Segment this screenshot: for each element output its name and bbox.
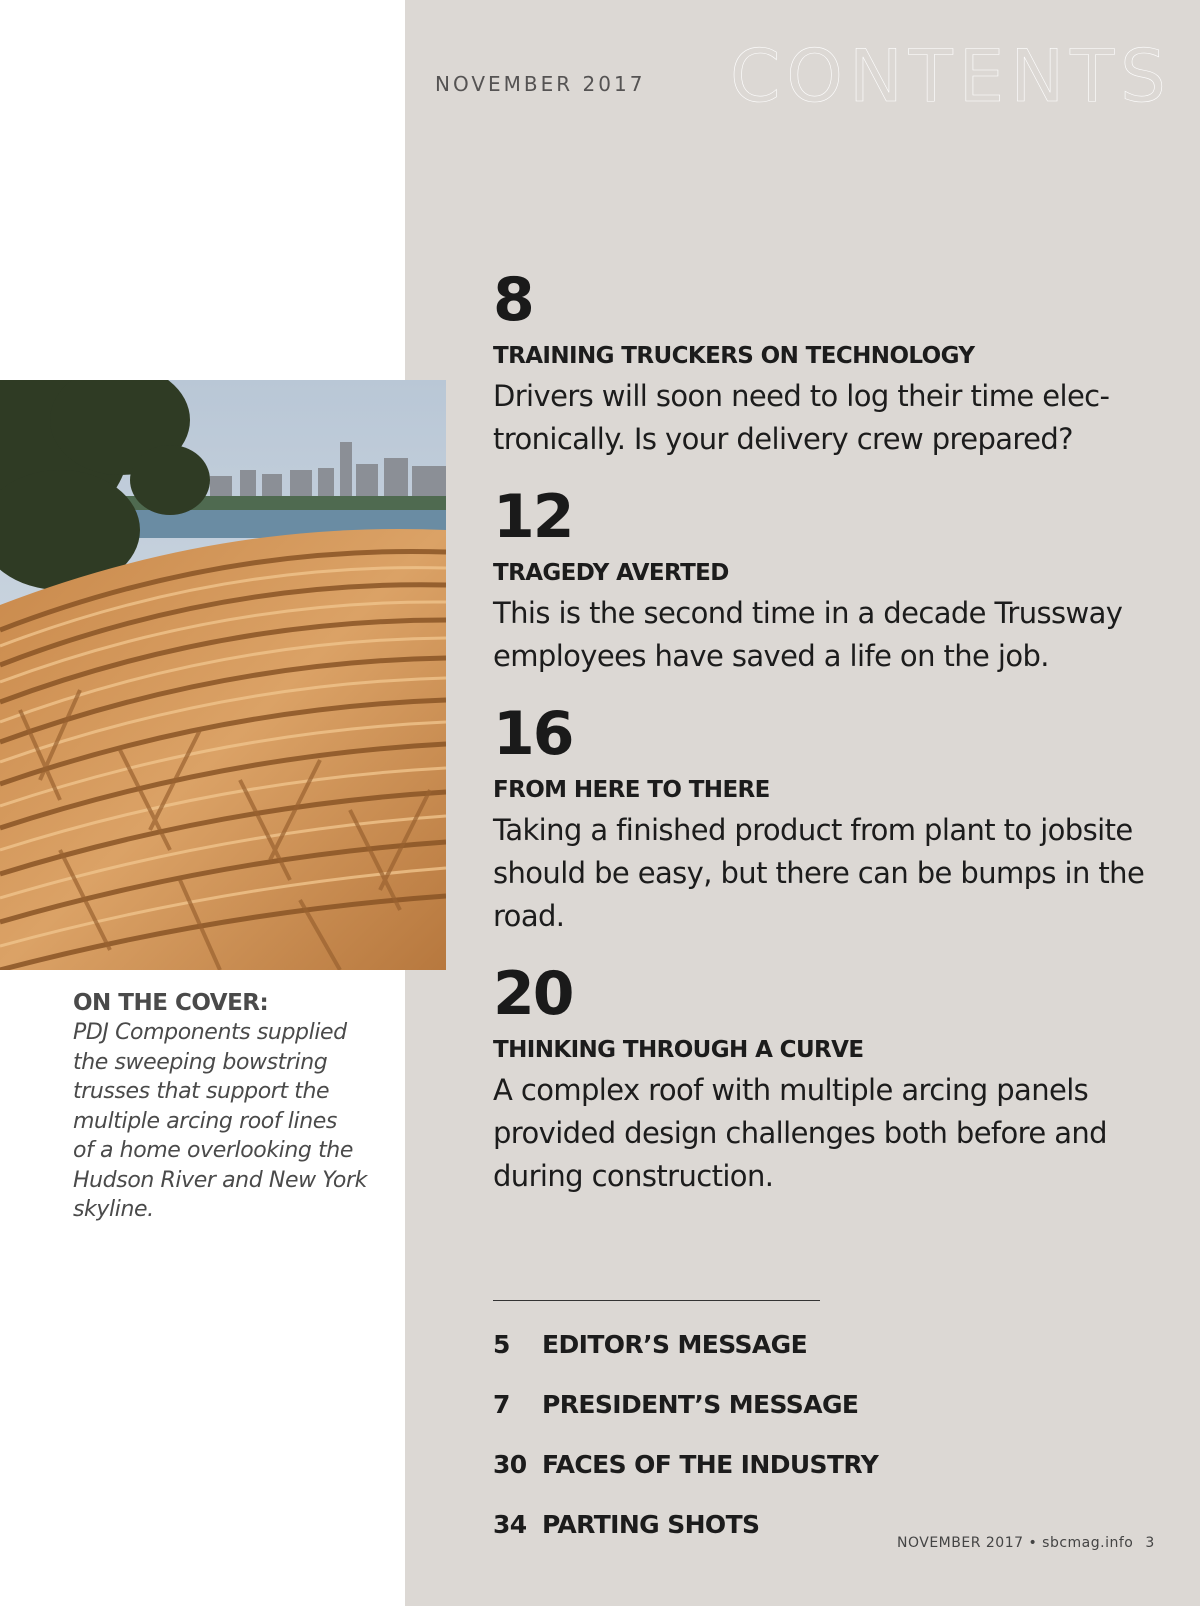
- feature-headline: TRAGEDY AVERTED: [493, 560, 729, 586]
- feature-headline: THINKING THROUGH A CURVE: [493, 1037, 864, 1063]
- feature-description: This is the second time in a decade Trussway employees have saved a life on the job.: [493, 596, 1123, 674]
- department-title: PARTING SHOTS: [542, 1510, 760, 1539]
- department-title: PRESIDENT’S MESSAGE: [542, 1390, 859, 1419]
- cover-caption-text: PDJ Components supplied the sweeping bowstring trusses that support the multiple arcing roof lines of a home overlooking the Hudson River and New York skyline.: [73, 1020, 367, 1222]
- department-item[interactable]: [493, 1390, 858, 1419]
- footer-folio: NOVEMBER 2017 • sbcmag.info: [897, 1535, 1134, 1551]
- department-page-number: 34: [493, 1510, 527, 1539]
- department-item[interactable]: [493, 1450, 878, 1479]
- feature-page-number: 12: [493, 482, 573, 552]
- department-item[interactable]: [493, 1330, 807, 1359]
- cover-caption-label: ON THE COVER:: [73, 990, 269, 1016]
- feature-page-number: 20: [493, 959, 573, 1029]
- department-title: FACES OF THE INDUSTRY: [542, 1450, 879, 1479]
- feature-description: A complex roof with multiple arcing panels provided design challenges both before and during construction.: [493, 1073, 1107, 1194]
- department-page-number: 7: [493, 1390, 510, 1419]
- cover-photo: [0, 380, 446, 970]
- feature-description: Drivers will soon need to log their time elec- tronically. Is your delivery crew prepared?: [493, 379, 1110, 457]
- feature-item[interactable]: [493, 482, 1153, 678]
- divider: [493, 1300, 820, 1301]
- page-number: 3: [1145, 1535, 1155, 1551]
- feature-page-number: 16: [493, 699, 573, 769]
- cover-caption: [73, 990, 373, 1225]
- issue-date: NOVEMBER 2017: [435, 72, 646, 96]
- feature-description: Taking a finished product from plant to jobsite should be easy, but there can be bumps in the road.: [493, 813, 1145, 934]
- page-title: CONTENTS: [730, 34, 1172, 118]
- feature-item[interactable]: [493, 699, 1153, 938]
- feature-item[interactable]: [493, 265, 1153, 461]
- department-item[interactable]: [493, 1510, 759, 1539]
- department-page-number: 30: [493, 1450, 527, 1479]
- feature-headline: TRAINING TRUCKERS ON TECHNOLOGY: [493, 343, 975, 369]
- page-footer: [897, 1535, 1155, 1551]
- department-page-number: 5: [493, 1330, 510, 1359]
- feature-item[interactable]: [493, 959, 1153, 1198]
- feature-page-number: 8: [493, 265, 533, 335]
- department-title: EDITOR’S MESSAGE: [542, 1330, 808, 1359]
- feature-headline: FROM HERE TO THERE: [493, 777, 770, 803]
